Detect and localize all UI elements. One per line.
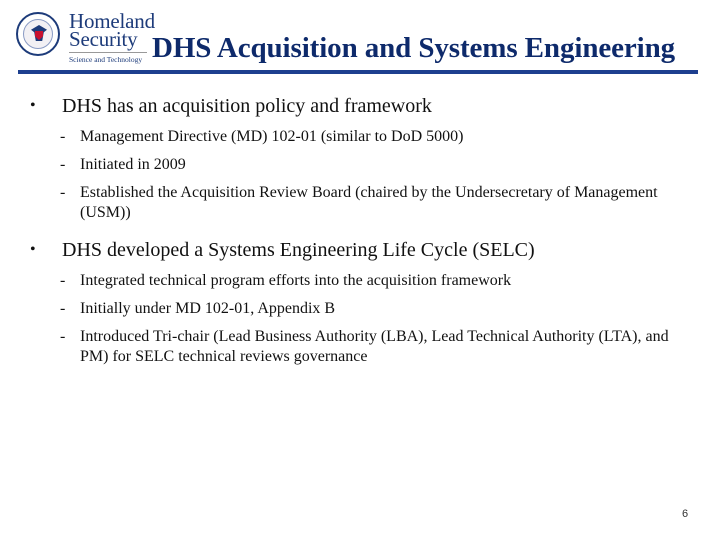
sub-bullet-item bbox=[30, 327, 670, 367]
dash-icon: - bbox=[60, 328, 66, 345]
logo-subtitle: Science and Technology bbox=[69, 55, 143, 64]
dash-icon: - bbox=[60, 156, 66, 173]
sub-bullet-text: Established the Acquisition Review Board (chaired by the Undersecretary of Management (USM)) bbox=[80, 184, 658, 221]
dhs-seal-icon bbox=[16, 12, 60, 56]
bullet-icon: • bbox=[30, 97, 36, 114]
page-number: 6 bbox=[682, 508, 689, 520]
sub-bullet-item bbox=[30, 271, 670, 291]
sub-bullet-text: Introduced Tri-chair (Lead Business Authority (LBA), Lead Technical Authority (LTA), and PM) for SELC technical reviews governance bbox=[80, 328, 669, 365]
bullet-icon: • bbox=[30, 241, 36, 258]
dash-icon: - bbox=[60, 272, 66, 289]
sub-bullet-text: Integrated technical program efforts into the acquisition framework bbox=[80, 272, 512, 289]
bullet-text: DHS has an acquisition policy and framework bbox=[62, 95, 432, 117]
bullet-item bbox=[30, 93, 670, 119]
logo-divider bbox=[69, 52, 147, 53]
bullet-item bbox=[30, 237, 670, 263]
sub-bullet-text: Management Directive (MD) 102-01 (similar to DoD 5000) bbox=[80, 128, 464, 145]
sub-bullet-item bbox=[30, 155, 670, 175]
bullet-group-selc bbox=[30, 237, 670, 367]
title-divider bbox=[18, 70, 698, 74]
dash-icon: - bbox=[60, 184, 66, 201]
sub-bullet-text: Initially under MD 102-01, Appendix B bbox=[80, 300, 336, 317]
slide-body bbox=[30, 93, 670, 381]
logo-text-security: Security bbox=[69, 27, 138, 51]
dhs-st-logo bbox=[14, 10, 154, 66]
slide-title: DHS Acquisition and Systems Engineering bbox=[152, 32, 676, 64]
sub-bullet-text: Initiated in 2009 bbox=[80, 156, 186, 173]
sub-bullet-item bbox=[30, 299, 670, 319]
dash-icon: - bbox=[60, 128, 66, 145]
sub-bullet-item bbox=[30, 183, 670, 223]
dash-icon: - bbox=[60, 300, 66, 317]
bullet-group-acquisition bbox=[30, 93, 670, 223]
bullet-text: DHS developed a Systems Engineering Life Cycle (SELC) bbox=[62, 239, 535, 261]
sub-bullet-item bbox=[30, 127, 670, 147]
logo-text-homeland: Homeland bbox=[69, 9, 155, 33]
